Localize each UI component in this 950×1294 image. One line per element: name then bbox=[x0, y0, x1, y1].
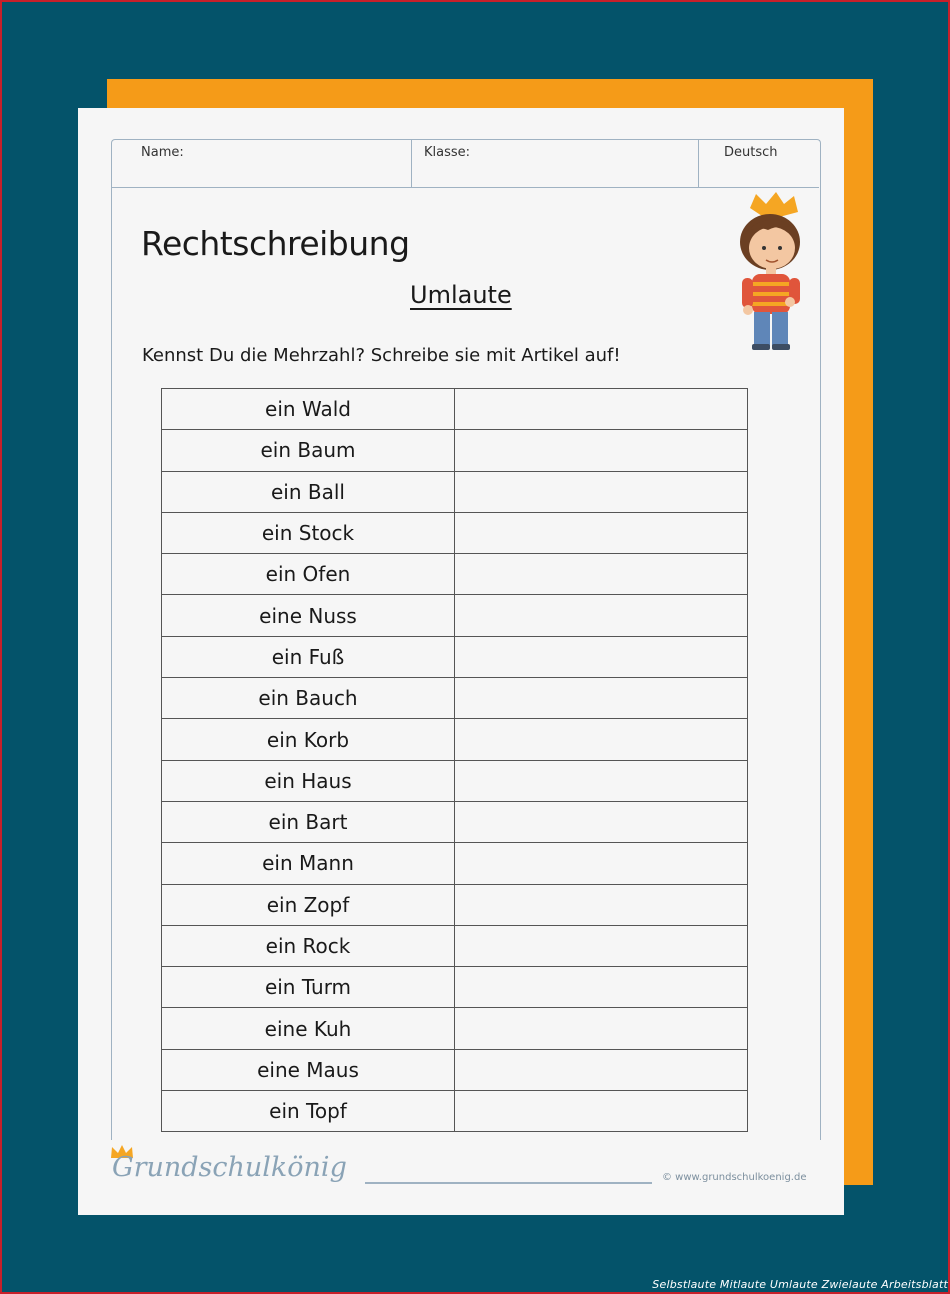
table-row bbox=[162, 636, 748, 677]
footer-divider bbox=[365, 1182, 652, 1184]
singular-word-cell: ein Stock bbox=[162, 512, 455, 553]
plural-answer-cell[interactable] bbox=[455, 1049, 748, 1090]
table-row bbox=[162, 430, 748, 471]
table-row bbox=[162, 760, 748, 801]
table-row bbox=[162, 512, 748, 553]
instruction-text: Kennst Du die Mehrzahl? Schreibe sie mit Artikel auf! bbox=[142, 345, 621, 366]
plural-answer-cell[interactable] bbox=[455, 471, 748, 512]
singular-word-cell: ein Bart bbox=[162, 801, 455, 842]
singular-word-cell: ein Wald bbox=[162, 389, 455, 430]
plural-answer-cell[interactable] bbox=[455, 636, 748, 677]
boy-with-crown-illustration bbox=[728, 190, 810, 352]
singular-word-cell: ein Zopf bbox=[162, 884, 455, 925]
singular-word-cell: ein Bauch bbox=[162, 678, 455, 719]
table-row bbox=[162, 801, 748, 842]
plural-answer-cell[interactable] bbox=[455, 925, 748, 966]
singular-word-cell: eine Nuss bbox=[162, 595, 455, 636]
plural-answer-cell[interactable] bbox=[455, 843, 748, 884]
singular-word-cell: ein Baum bbox=[162, 430, 455, 471]
plural-answer-cell[interactable] bbox=[455, 1091, 748, 1132]
brand-logo: Grundschulkönig bbox=[112, 1152, 347, 1183]
plural-answer-cell[interactable] bbox=[455, 595, 748, 636]
table-row bbox=[162, 843, 748, 884]
singular-word-cell: ein Haus bbox=[162, 760, 455, 801]
name-field-label: Name: bbox=[141, 145, 184, 160]
table-row bbox=[162, 554, 748, 595]
table-row bbox=[162, 389, 748, 430]
singular-word-cell: eine Maus bbox=[162, 1049, 455, 1090]
plural-answer-cell[interactable] bbox=[455, 1008, 748, 1049]
singular-word-cell: ein Ball bbox=[162, 471, 455, 512]
pants-shape bbox=[754, 312, 770, 346]
worksheet-header bbox=[111, 139, 819, 188]
plural-answer-cell[interactable] bbox=[455, 389, 748, 430]
plural-answer-cell[interactable] bbox=[455, 554, 748, 595]
table-row bbox=[162, 471, 748, 512]
singular-word-cell: ein Turm bbox=[162, 967, 455, 1008]
plural-answer-cell[interactable] bbox=[455, 430, 748, 471]
image-caption: Selbstlaute Mitlaute Umlaute Zwielaute Arbeitsblatt bbox=[652, 1278, 948, 1291]
plural-answer-cell[interactable] bbox=[455, 760, 748, 801]
table-row bbox=[162, 925, 748, 966]
table-row bbox=[162, 719, 748, 760]
table-row bbox=[162, 1049, 748, 1090]
table-row bbox=[162, 678, 748, 719]
plural-answer-cell[interactable] bbox=[455, 801, 748, 842]
plural-answer-cell[interactable] bbox=[455, 512, 748, 553]
plural-answer-cell[interactable] bbox=[455, 967, 748, 1008]
singular-word-cell: ein Mann bbox=[162, 843, 455, 884]
table-row bbox=[162, 884, 748, 925]
subject-label: Deutsch bbox=[698, 139, 819, 187]
singular-word-cell: ein Ofen bbox=[162, 554, 455, 595]
singular-word-cell: ein Fuß bbox=[162, 636, 455, 677]
singular-word-cell: ein Rock bbox=[162, 925, 455, 966]
class-field-label: Klasse: bbox=[411, 139, 698, 187]
worksheet-subtitle: Umlaute bbox=[410, 281, 512, 309]
plural-answer-cell[interactable] bbox=[455, 884, 748, 925]
singular-word-cell: ein Korb bbox=[162, 719, 455, 760]
singular-word-cell: eine Kuh bbox=[162, 1008, 455, 1049]
table-row bbox=[162, 1008, 748, 1049]
table-row bbox=[162, 595, 748, 636]
plural-answer-cell[interactable] bbox=[455, 719, 748, 760]
plural-exercise-table bbox=[161, 388, 748, 1132]
table-row bbox=[162, 967, 748, 1008]
worksheet-title: Rechtschreibung bbox=[141, 224, 410, 263]
singular-word-cell: ein Topf bbox=[162, 1091, 455, 1132]
plural-answer-cell[interactable] bbox=[455, 678, 748, 719]
table-row bbox=[162, 1091, 748, 1132]
website-credit: © www.grundschulkoenig.de bbox=[662, 1172, 807, 1183]
